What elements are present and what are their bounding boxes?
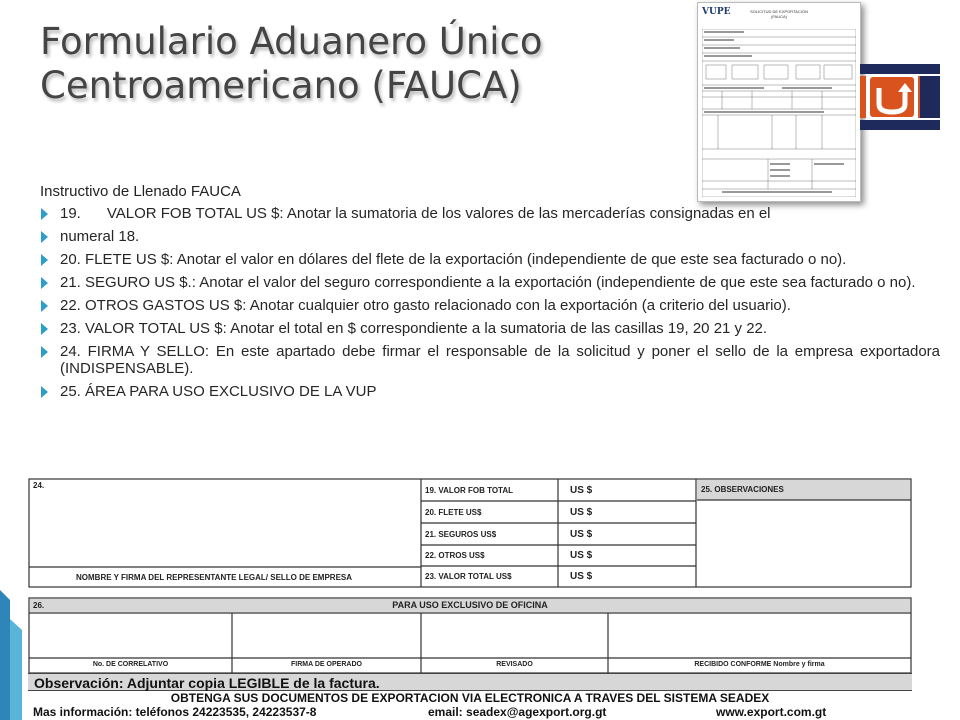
left-decorative-strip [0, 590, 22, 720]
list-item [40, 343, 940, 377]
total-value-label: 23. VALOR TOTAL US$ [425, 572, 512, 581]
item-number: 19. [60, 205, 81, 222]
list-item [40, 228, 940, 245]
bullet-arrow-icon [41, 386, 48, 398]
fob-total-label: 19. VALOR FOB TOTAL [425, 486, 514, 495]
total-value-currency: US $ [570, 571, 593, 582]
other-costs-currency: US $ [570, 550, 593, 561]
item-text: 23. VALOR TOTAL US $: Anotar el total en $ correspondiente a la sumatoria de las casillas 19, 20 21 y 22. [60, 320, 768, 337]
fob-total-currency: US $ [570, 485, 593, 496]
insurance-currency: US $ [570, 529, 593, 540]
bullet-arrow-icon [41, 208, 48, 220]
office-col-correlativo: No. DE CORRELATIVO [92, 661, 169, 668]
contact-email: email: seadex@agexport.org.gt [428, 705, 607, 719]
observation-note: Observación: Adjuntar copia LEGIBLE de la factura. [34, 675, 380, 691]
freight-currency: US $ [570, 507, 593, 518]
box-24-label: 24. [33, 481, 45, 490]
list-item [40, 297, 940, 314]
insurance-label: 21. SEGUROS US$ [425, 530, 497, 539]
item-text: 22. OTROS GASTOS US $: Anotar cualquier otro gasto relacionado con la exportación (a criterio del usuario). [60, 297, 791, 314]
instructions-subtitle: Instructivo de Llenado FAUCA [40, 183, 241, 200]
thumbnail-doc-heading: SOLICITUD DE EXPORTACION [750, 9, 808, 14]
contact-website: www.export.com.gt [716, 705, 827, 719]
item-text: 25. ÁREA PARA USO EXCLUSIVO DE LA VUP [60, 383, 377, 400]
item-text: 24. FIRMA Y SELLO: En este apartado debe firmar el responsable de la solicitud y poner el sello de la empresa exportadora (INDISPENSABLE). [60, 343, 940, 377]
other-costs-label: 22. OTROS US$ [425, 551, 485, 560]
office-col-firma-operado: FIRMA DE OPERADO [291, 661, 362, 668]
agexport-brand-logo [860, 62, 940, 132]
contact-phones: Mas información: teléfonos 24223535, 24223537-8 [33, 705, 317, 719]
thumbnail-doc-title [744, 9, 814, 19]
list-item [40, 320, 940, 337]
item-text: VALOR FOB TOTAL US $: Anotar la sumatoria de los valores de las mercaderías consignadas en el [106, 205, 771, 222]
observation-bar [28, 673, 912, 691]
form-excerpt [28, 478, 912, 720]
page-title: Formulario Aduanero Único Centroamericano (FAUCA) [40, 20, 543, 107]
bullet-arrow-icon [41, 254, 48, 266]
office-col-revisado: REVISADO [496, 661, 533, 668]
item-text: 21. SEGURO US $.: Anotar el valor del seguro correspondiente a la exportación (independiente de que este sea facturado o no). [60, 274, 916, 291]
list-item [40, 205, 940, 222]
item-text: 20. FLETE US $: Anotar el valor en dólares del flete de la exportación (independiente de que este sea facturado o no). [60, 251, 847, 268]
bullet-arrow-icon [41, 277, 48, 289]
list-item [40, 274, 940, 291]
representative-signature-caption: NOMBRE Y FIRMA DEL REPRESENTANTE LEGAL/ SELLO DE EMPRESA [76, 573, 353, 582]
fauca-form-thumbnail [697, 2, 861, 202]
vupe-logo: VUPE [702, 7, 731, 17]
box-26-label: 26. [33, 601, 45, 610]
list-item [40, 251, 940, 268]
bullet-arrow-icon [41, 300, 48, 312]
item-text: numeral 18. [60, 228, 140, 245]
office-use-title: PARA USO EXCLUSIVO DE OFICINA [392, 600, 548, 610]
bullet-arrow-icon [41, 231, 48, 243]
bullet-arrow-icon [41, 323, 48, 335]
office-col-recibido: RECIBIDO CONFORME Nombre y firma [694, 661, 825, 668]
list-item [40, 383, 940, 400]
freight-label: 20. FLETE US$ [425, 508, 482, 517]
contact-line [28, 705, 912, 720]
thumbnail-form-grid [702, 29, 856, 197]
bullet-arrow-icon [41, 346, 48, 358]
seadex-banner: OBTENGA SUS DOCUMENTOS DE EXPORTACION VIA ELECTRONICA A TRAVES DEL SISTEMA SEADEX [170, 691, 770, 705]
thumbnail-doc-subheading: (FAUCA) [771, 14, 787, 19]
instruction-list [40, 205, 940, 406]
observations-label: 25. OBSERVACIONES [701, 485, 784, 494]
